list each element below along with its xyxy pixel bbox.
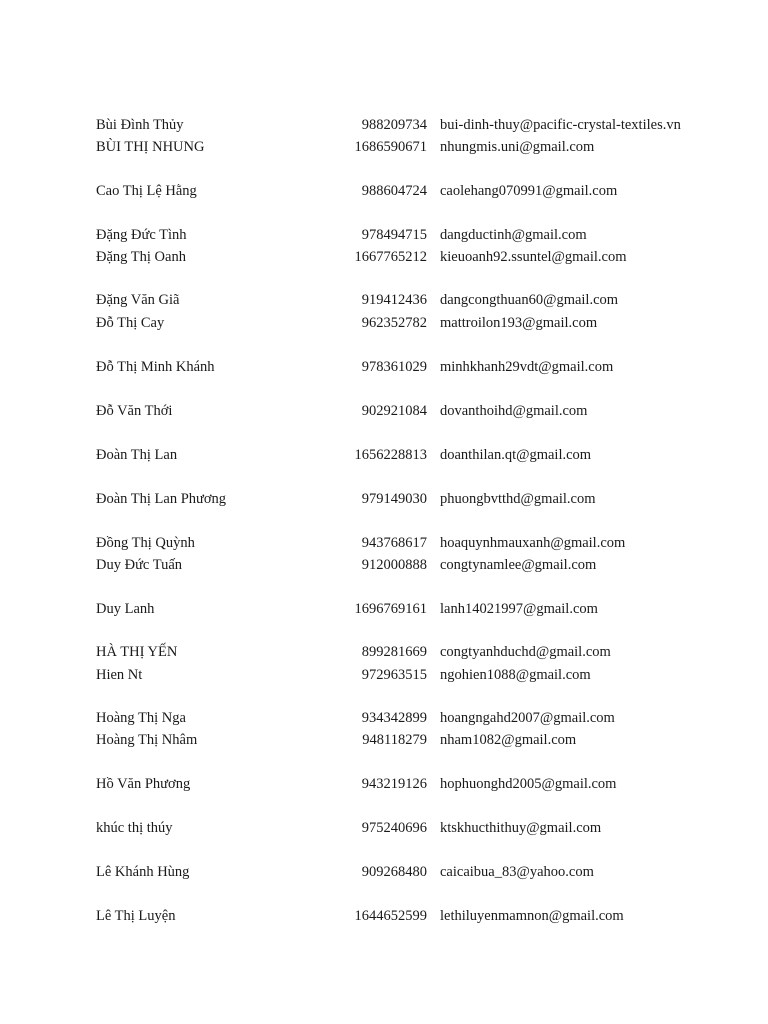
- contact-name: HÀ THỊ YẾN: [96, 644, 178, 660]
- contact-row: [0, 444, 768, 466]
- contact-name: khúc thị thúy: [96, 820, 173, 836]
- contact-email: hophuonghd2005@gmail.com: [440, 776, 617, 792]
- contact-row: [0, 664, 768, 686]
- contact-email: nhungmis.uni@gmail.com: [440, 139, 595, 155]
- contact-phone: 919412436: [361, 292, 427, 308]
- contact-email: caolehang070991@gmail.com: [440, 183, 618, 199]
- contact-name: Đỗ Thị Cay: [96, 315, 165, 331]
- contact-name: Đặng Thị Oanh: [96, 249, 186, 265]
- contact-row: [0, 246, 768, 268]
- contact-name: Bùi Đình Thủy: [96, 117, 184, 133]
- contact-phone: 899281669: [361, 644, 427, 660]
- contact-name: Hồ Văn Phương: [96, 776, 191, 792]
- contact-row: [0, 554, 768, 576]
- contact-name: Cao Thị Lệ Hằng: [96, 183, 197, 199]
- contact-phone: 1644652599: [354, 908, 427, 924]
- contact-row: [0, 356, 768, 378]
- contact-phone: 912000888: [361, 557, 427, 573]
- contact-phone: 1696769161: [354, 601, 427, 617]
- contact-name: Lê Thị Luyện: [96, 908, 176, 924]
- contact-name: Đặng Đức Tình: [96, 227, 187, 243]
- contact-row: [0, 136, 768, 158]
- contact-row: [0, 312, 768, 334]
- contact-phone: 962352782: [361, 315, 427, 331]
- contact-email: ktskhucthithuy@gmail.com: [440, 820, 602, 836]
- contact-phone: 934342899: [361, 710, 427, 726]
- contact-phone: 1656228813: [354, 447, 427, 463]
- contact-row: [0, 180, 768, 202]
- contact-row: [0, 817, 768, 839]
- contact-name: Đỗ Thị Minh Khánh: [96, 359, 215, 375]
- contact-row: [0, 641, 768, 663]
- contact-row: [0, 598, 768, 620]
- contact-row: [0, 488, 768, 510]
- contact-row: [0, 707, 768, 729]
- contact-phone: 909268480: [361, 864, 427, 880]
- contact-phone: 902921084: [361, 403, 427, 419]
- contact-email: dovanthoihd@gmail.com: [440, 403, 588, 419]
- contact-name: Duy Lanh: [96, 601, 155, 617]
- contact-email: doanthilan.qt@gmail.com: [440, 447, 592, 463]
- contact-email: nham1082@gmail.com: [440, 732, 577, 748]
- contact-phone: 1667765212: [354, 249, 427, 265]
- contact-email: hoangngahd2007@gmail.com: [440, 710, 615, 726]
- contact-name: Đỗ Văn Thới: [96, 403, 173, 419]
- contact-email: lanh14021997@gmail.com: [440, 601, 598, 617]
- contact-row: [0, 905, 768, 927]
- contact-name: Hoàng Thị Nhâm: [96, 732, 198, 748]
- contact-name: Đoàn Thị Lan: [96, 447, 178, 463]
- contact-name: Lê Khánh Hùng: [96, 864, 190, 880]
- contact-email: bui-dinh-thuy@pacific-crystal-textiles.vn: [440, 117, 681, 133]
- contact-email: phuongbvtthd@gmail.com: [440, 491, 596, 507]
- contact-email: congtyanhduchd@gmail.com: [440, 644, 611, 660]
- contact-phone: 943768617: [361, 535, 427, 551]
- contact-email: mattroilon193@gmail.com: [440, 315, 598, 331]
- contact-phone: 978361029: [361, 359, 427, 375]
- contact-email: ngohien1088@gmail.com: [440, 667, 591, 683]
- contact-row: [0, 289, 768, 311]
- contact-phone: 1686590671: [354, 139, 427, 155]
- contact-email: dangcongthuan60@gmail.com: [440, 292, 619, 308]
- contact-row: [0, 729, 768, 751]
- contact-row: [0, 114, 768, 136]
- contact-email: caicaibua_83@yahoo.com: [440, 864, 594, 880]
- contact-phone: 972963515: [361, 667, 427, 683]
- contact-phone: 988209734: [361, 117, 427, 133]
- contact-phone: 988604724: [361, 183, 427, 199]
- contact-email: minhkhanh29vdt@gmail.com: [440, 359, 614, 375]
- contact-phone: 975240696: [361, 820, 427, 836]
- contact-name: Hien Nt: [96, 667, 143, 683]
- contact-email: kieuoanh92.ssuntel@gmail.com: [440, 249, 627, 265]
- contact-phone: 978494715: [361, 227, 427, 243]
- contact-email: hoaquynhmauxanh@gmail.com: [440, 535, 626, 551]
- contact-phone: 948118279: [362, 732, 427, 748]
- contact-email: dangductinh@gmail.com: [440, 227, 587, 243]
- contact-row: [0, 773, 768, 795]
- contact-phone: 979149030: [361, 491, 427, 507]
- contact-name: Đồng Thị Quỳnh: [96, 535, 195, 551]
- contact-email: congtynamlee@gmail.com: [440, 557, 597, 573]
- contact-phone: 943219126: [361, 776, 427, 792]
- contact-row: [0, 861, 768, 883]
- contact-row: [0, 400, 768, 422]
- contact-name: Duy Đức Tuấn: [96, 557, 183, 573]
- contact-name: Đặng Văn Giã: [96, 292, 180, 308]
- contact-row: [0, 224, 768, 246]
- contact-name: Hoàng Thị Nga: [96, 710, 186, 726]
- contact-row: [0, 532, 768, 554]
- contact-email: lethiluyenmamnon@gmail.com: [440, 908, 624, 924]
- contact-name: Đoàn Thị Lan Phương: [96, 491, 227, 507]
- contact-name: BÙI THỊ NHUNG: [96, 139, 205, 155]
